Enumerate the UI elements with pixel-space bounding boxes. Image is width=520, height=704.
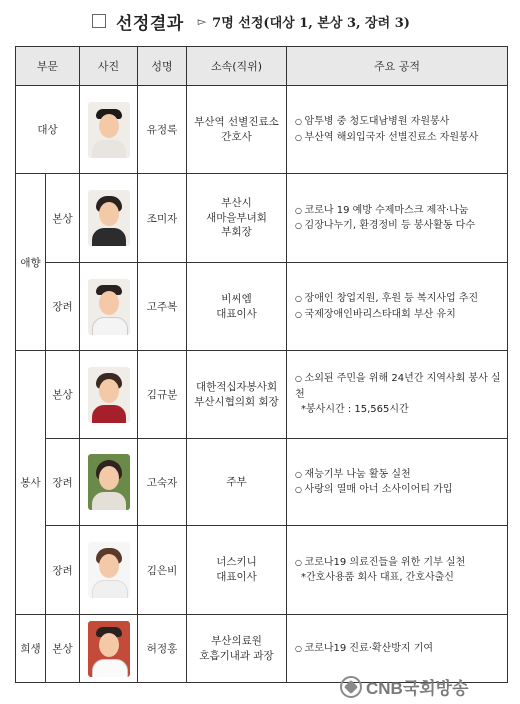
header-category: 부문 (16, 47, 80, 86)
affiliation-line: 간호사 (221, 130, 252, 143)
achievements-cell (287, 615, 508, 683)
table-row (16, 263, 508, 351)
header-name: 성명 (138, 47, 187, 86)
achievements-cell (287, 174, 508, 263)
award-cell: 장려 (46, 526, 80, 615)
award-cell: 본상 (46, 351, 80, 439)
results-table (15, 46, 508, 683)
watermark (340, 674, 469, 699)
table-row (16, 86, 508, 174)
affiliation-cell (187, 351, 287, 439)
portrait-photo (88, 454, 130, 510)
affiliation-line: 새마을부녀회 (206, 211, 267, 224)
name-cell: 김규분 (138, 351, 187, 439)
header-achievements: 주요 공적 (287, 47, 508, 86)
photo-cell (80, 351, 138, 439)
achievements-cell (287, 526, 508, 615)
affiliation-line: 부산역 선별진료소 (194, 115, 279, 128)
affiliation-line: 부산시협의회 회장 (194, 395, 279, 408)
affiliation-line: 대한적십자봉사회 (195, 380, 278, 393)
name-cell: 김은비 (138, 526, 187, 615)
watermark-text: CNB국회방송 (366, 679, 469, 698)
achievements-cell (287, 86, 508, 174)
affiliation-line: 대표이사 (216, 571, 257, 583)
award-cell: 장려 (46, 263, 80, 351)
broadcast-logo-icon (340, 676, 362, 698)
affiliation-line: 너스키니 (216, 556, 257, 569)
photo-cell (80, 174, 138, 263)
arrow-icon: ▻ (197, 14, 207, 28)
header-photo: 사진 (80, 47, 138, 86)
header-affiliation: 소속(직위) (187, 47, 287, 86)
affiliation-line: 비씨엠 (221, 292, 252, 305)
achievement-item: ○ 장애인 창업지원, 후원 등 복지사업 추진 (295, 291, 507, 307)
table-row (16, 526, 508, 615)
affiliation-line: 부산의료원 (211, 634, 262, 647)
affiliation-cell (187, 526, 287, 615)
photo-cell (80, 526, 138, 615)
group-cell: 애향 (16, 174, 46, 351)
name-cell: 유정록 (138, 86, 187, 174)
affiliation-line: 주부 (226, 475, 247, 488)
achievement-note: *봉사시간 : 15,565시간 (301, 404, 409, 416)
affiliation-cell (187, 263, 287, 351)
table-row (16, 615, 508, 683)
title-sub: 7명 선정(대상 1, 본상 3, 장려 3) (212, 15, 410, 31)
name-cell: 고주복 (138, 263, 187, 351)
affiliation-line: 호흡기내과 과장 (199, 649, 274, 662)
achievements-cell (287, 439, 508, 526)
achievement-item: ○ 코로나19 의료진들을 위한 기부 실천 (295, 555, 507, 571)
achievement-item: ○ 김장나누기, 환경정비 등 봉사활동 다수 (295, 218, 507, 234)
page-title (92, 8, 410, 34)
photo-cell (80, 263, 138, 351)
affiliation-line: 부산시 (221, 196, 252, 209)
name-cell: 허정홍 (138, 615, 187, 683)
affiliation-cell (187, 615, 287, 683)
name-cell: 고숙자 (138, 439, 187, 526)
achievement-item: ○ 암투병 중 청도대남병원 자원봉사 (295, 114, 507, 130)
achievement-item: ○ 코로나 19 예방 수제마스크 제작·나눔 (295, 203, 507, 219)
affiliation-line: 부회장 (221, 226, 252, 239)
achievement-item: ○ 소외된 주민을 위해 24년간 지역사회 봉사 실천 (295, 371, 507, 402)
table-header-row (16, 47, 508, 86)
achievement-item: ○ 재능기부 나눔 활동 실천 (295, 467, 507, 483)
name-cell: 조미자 (138, 174, 187, 263)
photo-cell (80, 86, 138, 174)
table-row (16, 174, 508, 263)
portrait-photo (88, 621, 130, 677)
affiliation-line: 대표이사 (216, 307, 257, 320)
achievement-item: ○ 부산역 해외입국자 선별진료소 자원봉사 (295, 130, 507, 146)
achievement-note: *간호사용품 회사 대표, 간호사출신 (301, 572, 454, 583)
photo-cell (80, 615, 138, 683)
award-cell: 본상 (46, 174, 80, 263)
portrait-photo (88, 279, 130, 335)
affiliation-cell (187, 86, 287, 174)
portrait-photo (88, 542, 130, 598)
achievements-cell (287, 263, 508, 351)
affiliation-cell (187, 174, 287, 263)
table-row (16, 439, 508, 526)
portrait-photo (88, 367, 130, 423)
portrait-photo (88, 102, 130, 158)
award-cell: 장려 (46, 439, 80, 526)
achievement-item: ○ 사랑의 열매 아너 소사이어티 가입 (295, 482, 507, 498)
group-cell: 봉사 (16, 351, 46, 615)
checkbox-icon (92, 14, 106, 28)
category-cell: 대상 (16, 86, 80, 174)
group-cell: 희생 (16, 615, 46, 683)
title-main: 선정결과 (116, 13, 184, 34)
achievement-item: ○ 코로나19 진료·확산방지 기여 (295, 641, 507, 657)
affiliation-cell (187, 439, 287, 526)
table-row (16, 351, 508, 439)
award-cell: 본상 (46, 615, 80, 683)
photo-cell (80, 439, 138, 526)
achievements-cell (287, 351, 508, 439)
portrait-photo (88, 190, 130, 246)
achievement-item: ○ 국제장애인바리스타대회 부산 유치 (295, 307, 507, 323)
